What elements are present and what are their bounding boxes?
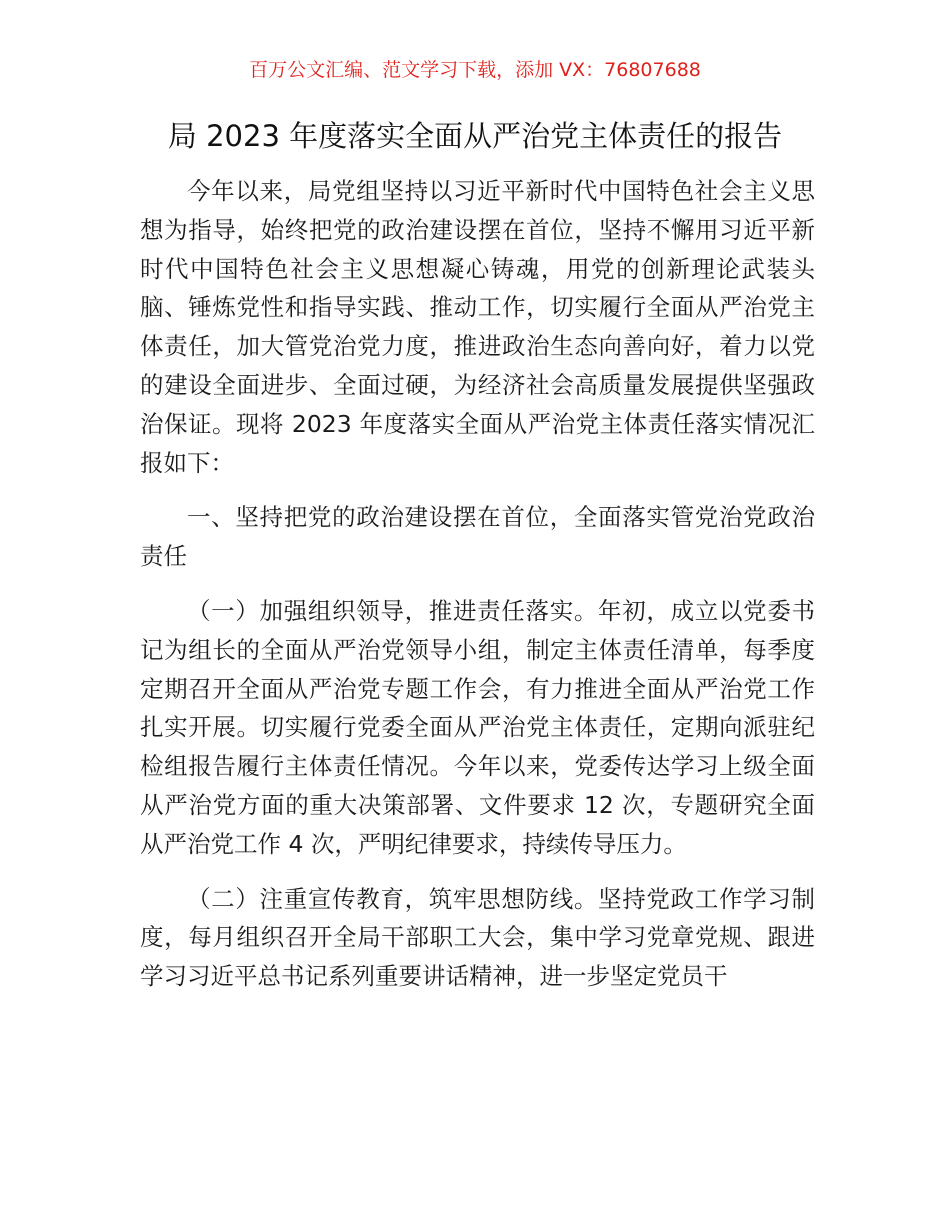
paragraph-subsection-2: （二）注重宣传教育，筑牢思想防线。坚持党政工作学习制度，每月组织召开全局干部职工大会，集中学习党章党规、跟进学习习近平总书记系列重要讲话精神，进一步坚定党员干 [140, 884, 815, 991]
document-title: 局 2023 年度落实全面从严治党主体责任的报告 [167, 119, 783, 153]
watermark-header: 百万公文汇编、范文学习下载，添加 VX：76807688 [249, 59, 701, 81]
section-heading-1: 一、坚持把党的政治建设摆在首位，全面落实管党治党政治责任 [140, 503, 815, 571]
paragraph-intro: 今年以来，局党组坚持以习近平新时代中国特色社会主义思想为指导，始终把党的政治建设摆在首位，坚持不懈用习近平新时代中国特色社会主义思想凝心铸魂，用党的创新理论武装头脑、锤炼党性和指导实践、推动工作，切实履行全面从严治党主体责任，加大管党治党力度，推进政治生态向善向好，着力以党的建设全面进步、全面过硬，为经济社会高质量发展提供坚强政治保证。现将 2023 年度落实全面从严治党主体责任落实情况汇报如下： [140, 177, 815, 477]
document-body [140, 172, 815, 996]
paragraph-subsection-1: （一）加强组织领导，推进责任落实。年初，成立以党委书记为组长的全面从严治党领导小组，制定主体责任清单，每季度定期召开全面从严治党专题工作会，有力推进全面从严治党工作扎实开展。切实履行党委全面从严治党主体责任，定期向派驻纪检组报告履行主体责任情况。今年以来，党委传达学习上级全面从严治党方面的重大决策部署、文件要求 12 次，专题研究全面从严治党工作 4 次，严明纪律要求，持续传导压力。 [140, 596, 815, 858]
